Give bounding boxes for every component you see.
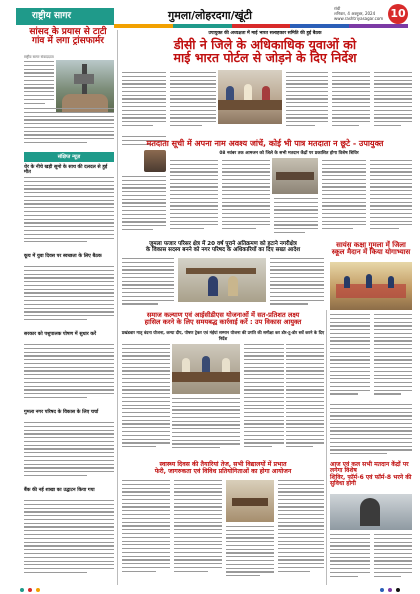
section-label: संक्षिप्त न्यूज़ xyxy=(24,152,114,162)
officer-photo xyxy=(144,150,166,172)
camp-photo xyxy=(178,258,266,302)
article-text xyxy=(122,344,170,454)
meeting-photo xyxy=(218,70,282,124)
article-text xyxy=(24,266,114,326)
welfare-sub: प्रखंडवार मातृ वंदना योजना, कन्या दीप, पोषण ट्रेकर एवं मंईयां सम्मान योजना की प्रगति की समीक्षा कर डोर-टू-डोर सर्वे करने के दिए निर्देश xyxy=(121,330,325,341)
article-text xyxy=(24,177,114,249)
byline: राष्ट्रीय सागर संवाददाता xyxy=(24,55,54,59)
article-text xyxy=(330,314,370,400)
registration-dots xyxy=(0,588,420,594)
article-text xyxy=(24,108,114,146)
article-text xyxy=(24,344,114,404)
article-text xyxy=(24,61,54,105)
article-text xyxy=(370,160,412,236)
article-text xyxy=(330,534,370,580)
sports-headline: सायंस कक्षा गुमला में जिला स्कूल मैदान में किया योगाभ्यास xyxy=(331,241,411,257)
left-item-5: बैंक की नई शाखा का उद्घाटन किया गया xyxy=(24,488,95,493)
article-text xyxy=(270,258,324,308)
date: शनिवार, 4 अक्टूबर, 2024 xyxy=(334,11,376,16)
lead-kicker: उपायुक्त की अध्यक्षता में माई भारत सलाहकार समिति की हुई बैठक xyxy=(208,31,322,36)
welfare-photo xyxy=(172,344,240,394)
color-ribbon xyxy=(114,24,408,28)
article-text xyxy=(222,160,270,236)
article-text xyxy=(174,480,222,580)
article-text xyxy=(24,422,114,480)
article-text xyxy=(226,526,274,580)
health-photo xyxy=(226,480,274,522)
city: रांची xyxy=(334,6,341,11)
article-text xyxy=(286,344,324,454)
article-text xyxy=(374,72,412,132)
article-text xyxy=(374,314,412,400)
article-text xyxy=(322,160,366,236)
left-item-3: सरकार को पशुपालक पोषण में सुधार करें xyxy=(24,332,97,337)
voter-headline: मतदाता सूची में अपना नाम अवश्य जांचें, कोई भी पात्र मतदाता न छूटे - उपायुक्त xyxy=(146,139,384,148)
brand-name: राष्ट्रीय सागर xyxy=(16,8,114,25)
page-number: 10 xyxy=(388,4,408,24)
dateline xyxy=(334,6,383,21)
welfare-headline: समाज कल्याण एवं आईसीडीएस योजनाओं में सत-प्रतिशत लक्ष्य हासिल करने के लिए समयबद्ध कार्रवाई करें : उप विकास आयुक्त xyxy=(144,311,302,326)
left-item-2: कूच में युवा दिवस पर स्वच्छता के लिए बैठक xyxy=(24,254,102,259)
article-text xyxy=(278,480,324,580)
article-text xyxy=(374,534,412,580)
article-text xyxy=(170,160,218,236)
transformer-photo xyxy=(56,60,114,112)
website: www.rashtriyasagar.com xyxy=(334,16,384,21)
article-text xyxy=(122,480,170,580)
left-item-1: धेर के नीचे खड़ी सूमो के साथ की दलदल से हुई मौत xyxy=(24,165,108,176)
voter-sub: 08 नवंबर तक आमजन को जिले के सभी मतदान केंद्रों पर प्रकाशित होगा विशेष शिविर xyxy=(219,151,359,156)
article-text xyxy=(330,404,412,458)
article-text xyxy=(122,258,174,308)
election-photo xyxy=(330,494,412,530)
article-text xyxy=(122,176,166,236)
gumla-headline: जुमला फजार परिसर क्षेत्र में 20 वर्ष पुराने अतिक्रमण को हटाने नगरीक्षेत्र के विकास सदस्य बनने को नगर परिषद के अधिकारियों का दिए सख्त आदेश xyxy=(145,241,301,253)
voter-photo xyxy=(272,158,318,194)
article-text xyxy=(244,344,284,454)
health-headline: स्वास्थ्य दिवस की तैयारियां तेज, सभी विद्यालयों में प्रभात फेरी, जागरुकता एवं विविध प्रतियोगिताओं का होगा आयोजन xyxy=(154,461,292,475)
article-text xyxy=(172,398,240,454)
article-text xyxy=(170,72,216,132)
election-headline: आज एवं कल सभी मतदान केंद्रों पर लगेगा विशेष शिविर, फॉर्म-6 एवं फॉर्म-8 भरने की सुविधा होगी xyxy=(330,461,412,487)
left-top-headline: सांसद के प्रयास से टाटी गांव में लगा ट्रांसफार्मर xyxy=(29,27,107,47)
article-text xyxy=(24,500,114,580)
masthead xyxy=(0,0,420,26)
article-text xyxy=(332,72,370,132)
article-text xyxy=(274,198,318,238)
region-title: गुमला/लोहरदगा/खूंटी xyxy=(168,9,253,22)
article-text xyxy=(286,72,328,132)
yoga-photo xyxy=(330,262,412,310)
article-text xyxy=(122,72,166,132)
left-item-4: गुमला नगर परिषद के विकास के लिए चर्चा xyxy=(24,410,99,415)
lead-headline: डीसी ने जिले के अधिकाधिक युवाओं को माई भारत पोर्टल से जोड़ने के दिए निर्देश xyxy=(173,37,357,66)
